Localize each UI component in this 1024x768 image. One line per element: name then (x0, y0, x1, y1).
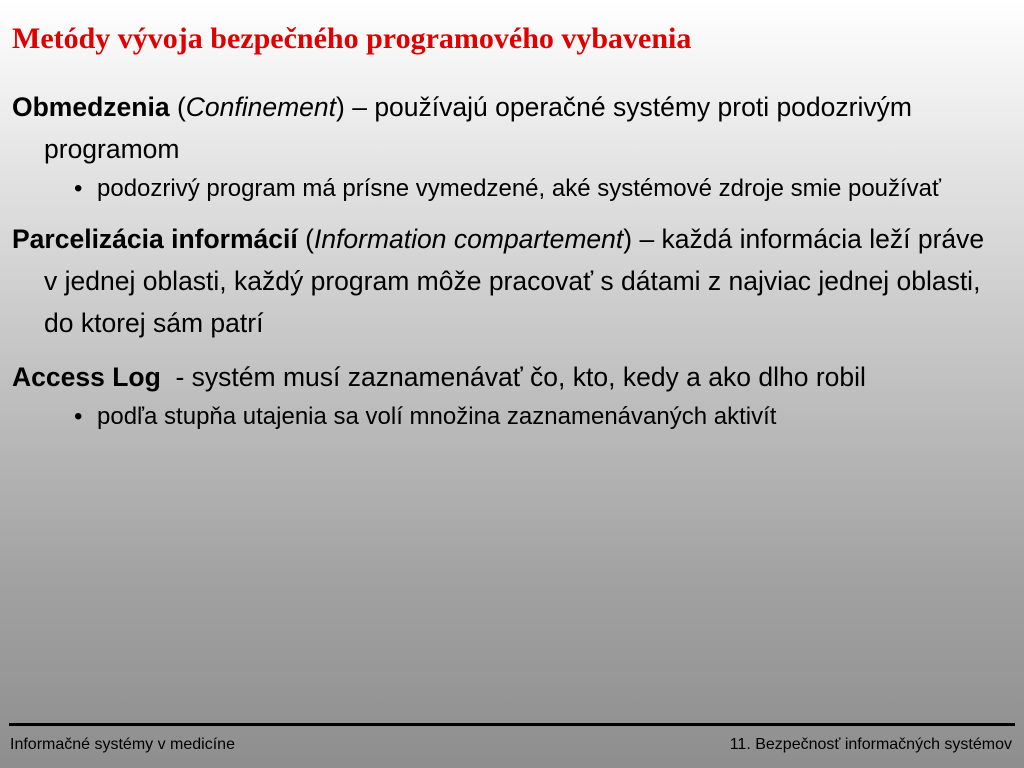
subpoint-access-log (12, 400, 1002, 434)
bullet-icon: • (74, 175, 83, 202)
subpoint-confinement (12, 172, 1002, 206)
bullet-icon: • (74, 403, 83, 430)
footer-course-name: Informačné systémy v medicíne (10, 736, 235, 753)
point-term: Parcelizácia informácií (12, 224, 298, 254)
open-paren: ( (297, 224, 314, 254)
footer-divider (9, 723, 1015, 726)
slide-content (12, 86, 1002, 434)
point-text: - systém musí zaznamenávať čo, kto, kedy a ako dlho robil (160, 362, 866, 392)
english-term: Confinement (185, 92, 337, 122)
point-term: Access Log (12, 362, 161, 392)
point-access-log (12, 356, 1002, 398)
point-confinement (12, 86, 1002, 170)
slide-title: Metódy vývoja bezpečného programového vybavenia (12, 22, 692, 55)
point-text: ) – každá informácia leží práve v jednej oblasti, každý program môže pracovať s dátami z najviac jednej oblasti, do ktorej sám patrí (44, 224, 985, 338)
subpoint-text: podozrivý program má prísne vymedzené, aké systémové zdroje smie používať (97, 175, 942, 202)
subpoint-text: podľa stupňa utajenia sa volí množina zaznamenávaných aktivít (97, 403, 777, 430)
open-paren: ( (169, 92, 186, 122)
point-text: ) – používajú operačné systémy proti podozrivým programom (44, 92, 912, 164)
footer-lecture-title: 11. Bezpečnosť informačných systémov (729, 736, 1012, 753)
point-compartement (12, 218, 1002, 344)
english-term: Information compartement (313, 224, 624, 254)
point-term: Obmedzenia (12, 92, 170, 122)
